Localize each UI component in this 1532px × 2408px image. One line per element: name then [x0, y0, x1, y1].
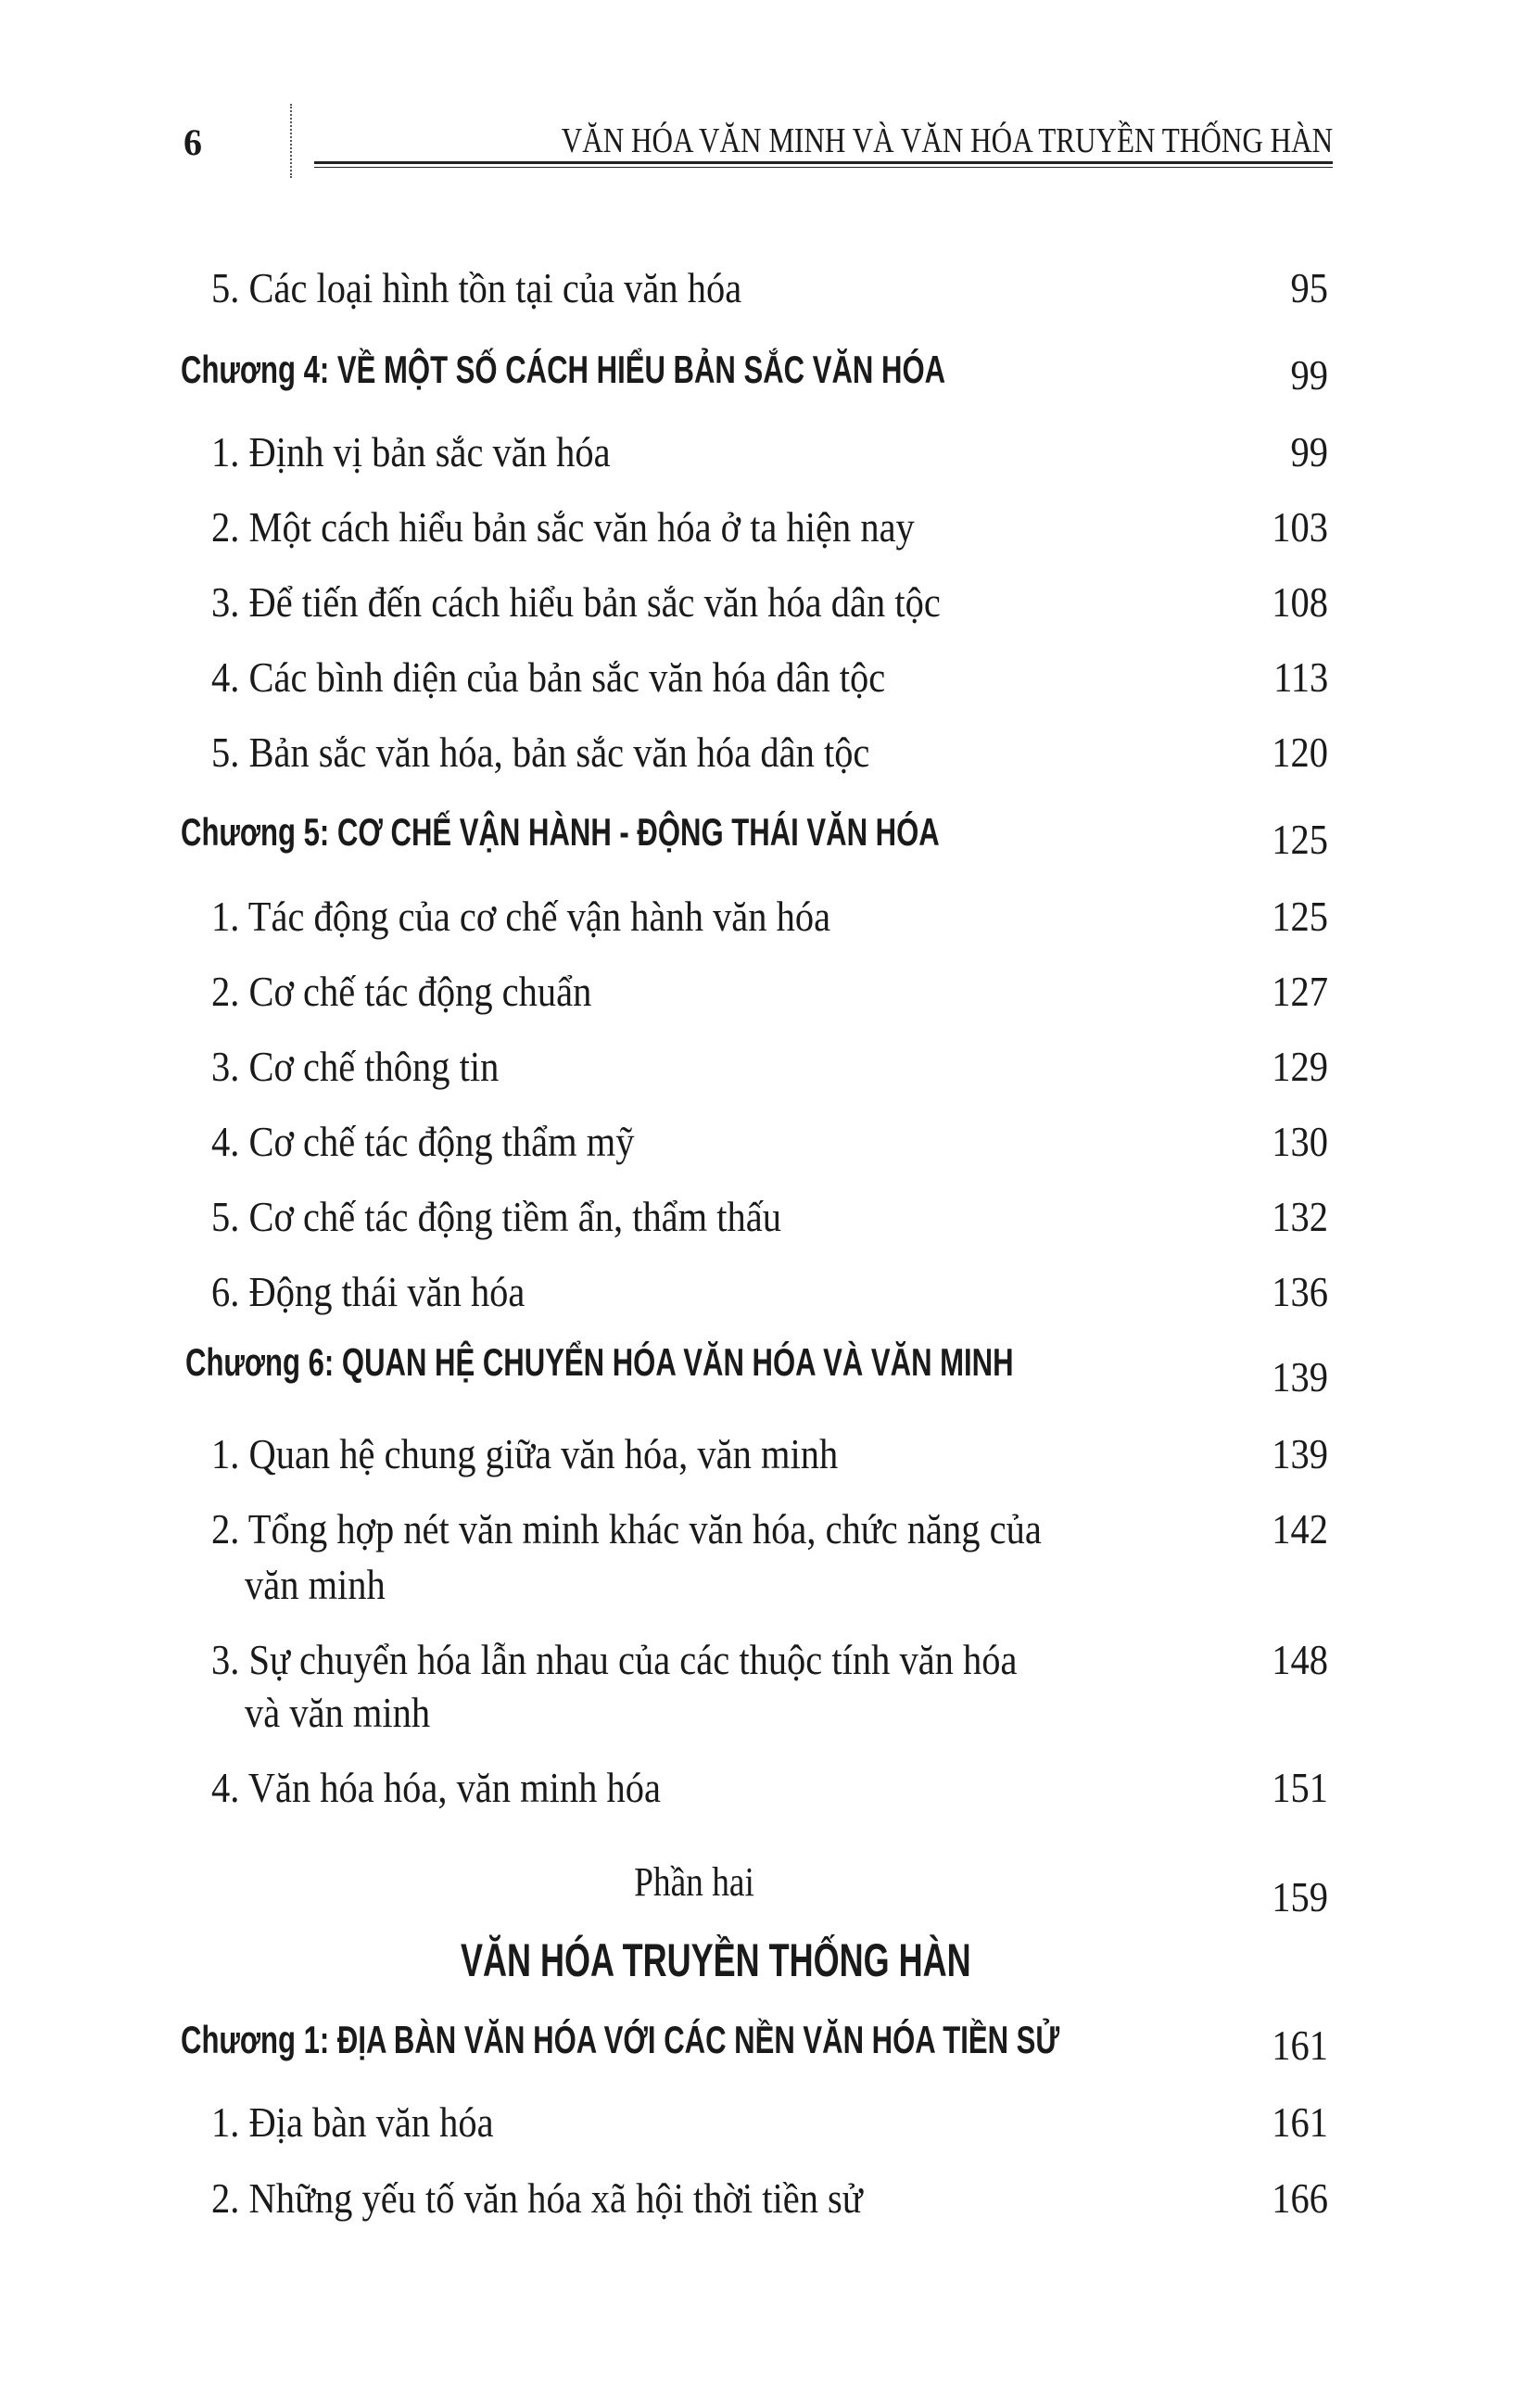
- toc-page: 139: [1272, 1430, 1328, 1477]
- toc-entry: 2. Một cách hiểu bản sắc văn hóa ở ta hiện nay: [211, 503, 915, 551]
- header-rule-thin: [314, 167, 1333, 168]
- toc-entry: 5. Các loại hình tồn tại của văn hóa: [211, 264, 742, 311]
- toc-page: 120: [1272, 729, 1328, 776]
- toc-entry: 1. Quan hệ chung giữa văn hóa, văn minh: [211, 1430, 839, 1477]
- toc-page: 127: [1272, 968, 1328, 1015]
- toc-page: 108: [1272, 578, 1328, 626]
- toc-entry: 1. Định vị bản sắc văn hóa: [211, 428, 611, 475]
- toc-entry: 5. Cơ chế tác động tiềm ẩn, thẩm thấu: [211, 1193, 781, 1240]
- running-title: VĂN HÓA VĂN MINH VÀ VĂN HÓA TRUYỀN THỐNG HÀN: [561, 121, 1333, 160]
- toc-entry: 4. Các bình diện của bản sắc văn hóa dân tộc: [211, 653, 886, 701]
- toc-page: 95: [1290, 264, 1328, 311]
- toc-entry: 4. Văn hóa hóa, văn minh hóa: [211, 1764, 661, 1811]
- toc-entry: 4. Cơ chế tác động thẩm mỹ: [211, 1118, 635, 1165]
- toc-page: 161: [1272, 2021, 1328, 2069]
- toc-page: 132: [1272, 1193, 1328, 1240]
- toc-page: 148: [1272, 1636, 1328, 1683]
- toc-chapter: Chương 4: VỀ MỘT SỐ CÁCH HIỂU BẢN SẮC VĂN HÓA: [181, 348, 946, 391]
- toc-entry: 2. Tổng hợp nét văn minh khác văn hóa, chức năng của: [211, 1505, 1042, 1553]
- toc-page: 139: [1272, 1353, 1328, 1400]
- toc-page: 130: [1272, 1118, 1328, 1165]
- toc-chapter: Chương 6: QUAN HỆ CHUYỂN HÓA VĂN HÓA VÀ VĂN MINH: [185, 1340, 1014, 1384]
- toc-page: 125: [1272, 893, 1328, 940]
- toc-page: 161: [1272, 2098, 1328, 2146]
- toc-page: 142: [1272, 1505, 1328, 1553]
- toc-page: 151: [1272, 1764, 1328, 1811]
- toc-entry: 2. Những yếu tố văn hóa xã hội thời tiền sử: [211, 2174, 863, 2222]
- header-rule: [314, 161, 1333, 164]
- part-title: VĂN HÓA TRUYỀN THỐNG HÀN: [461, 1934, 971, 1986]
- toc-entry-continuation: văn minh: [245, 1561, 386, 1608]
- toc-page: 99: [1290, 351, 1328, 399]
- toc-chapter: Chương 5: CƠ CHẾ VẬN HÀNH - ĐỘNG THÁI VĂN HÓA: [181, 810, 940, 854]
- toc-page: 166: [1272, 2174, 1328, 2222]
- toc-entry: 1. Tác động của cơ chế vận hành văn hóa: [211, 893, 831, 940]
- toc-entry: 6. Động thái văn hóa: [211, 1268, 525, 1315]
- toc-entry: 3. Sự chuyển hóa lẫn nhau của các thuộc tính văn hóa: [211, 1636, 1018, 1683]
- toc-entry: 3. Cơ chế thông tin: [211, 1043, 500, 1090]
- toc-chapter: Chương 1: ĐỊA BÀN VĂN HÓA VỚI CÁC NỀN VĂN HÓA TIỀN SỬ: [181, 2018, 1060, 2061]
- toc-entry: 5. Bản sắc văn hóa, bản sắc văn hóa dân tộc: [211, 729, 870, 776]
- toc-entry: 2. Cơ chế tác động chuẩn: [211, 968, 592, 1015]
- toc-entry: 1. Địa bàn văn hóa: [211, 2098, 494, 2146]
- toc-page: 159: [1272, 1873, 1328, 1920]
- part-label: Phần hai: [634, 1859, 754, 1905]
- toc-page: 129: [1272, 1043, 1328, 1090]
- toc-page: 113: [1272, 653, 1328, 701]
- toc-page: 103: [1272, 503, 1328, 551]
- page-number: 6: [184, 121, 202, 163]
- toc-entry-continuation: và văn minh: [245, 1689, 431, 1736]
- toc-entry: 3. Để tiến đến cách hiểu bản sắc văn hóa dân tộc: [211, 578, 941, 626]
- toc-page: 136: [1272, 1268, 1328, 1315]
- toc-page: 125: [1272, 816, 1328, 863]
- header-divider: [290, 104, 292, 178]
- toc-page: 99: [1290, 428, 1328, 475]
